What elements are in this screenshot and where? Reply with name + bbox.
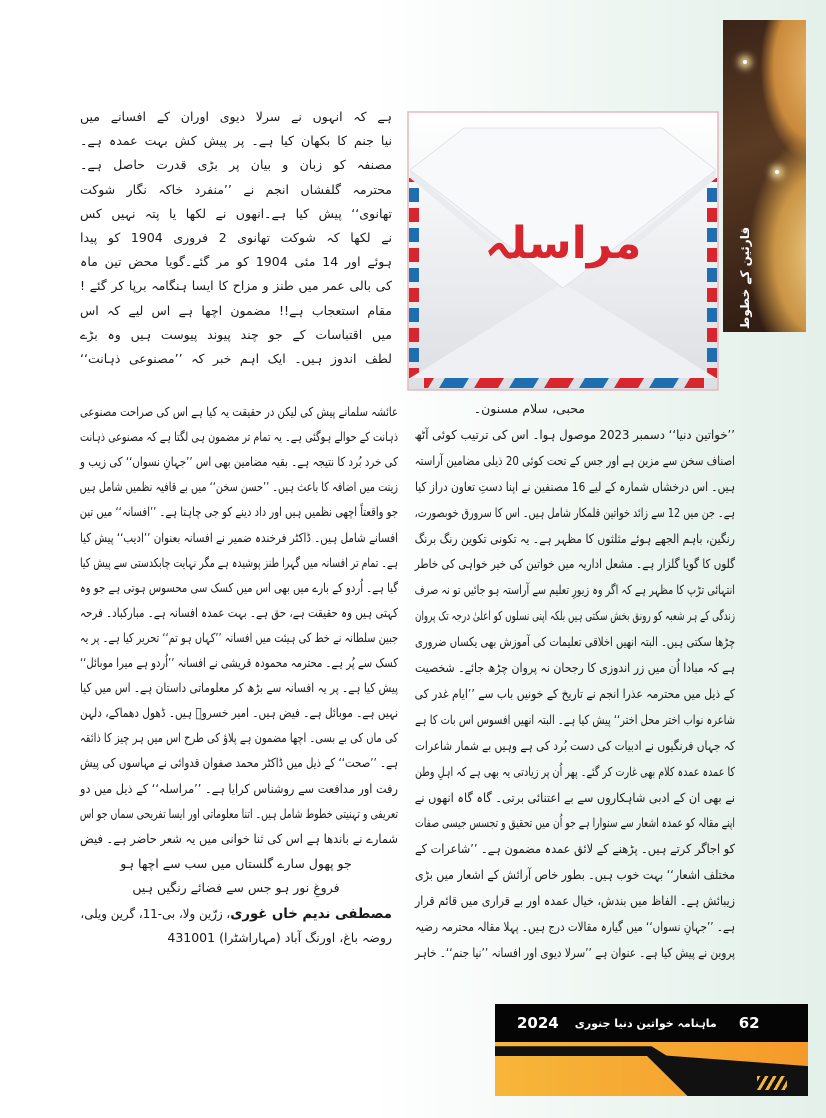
text-line: نے بھی ان کے ادبی شاہکاروں سے بے اعتنائی برتی۔ گاہ گاہ انھوں نے bbox=[414, 789, 735, 805]
right-text-column bbox=[415, 398, 735, 1008]
text-line: کا عمدہ عمدہ کلام بھی غارت کر گئے۔ پھر اُن پر زیادتی یہ بھی ہے کہ اہلِ وطن bbox=[415, 763, 735, 779]
text-line: اصناف سخن سے مزین ہے اور جس کے تحت کوئی 20 ذیلی مضامین آراستہ bbox=[414, 452, 735, 468]
signature-address: روضہ باغ، اورنگ آباد (مہاراشٹرا) 431001 bbox=[167, 929, 392, 945]
poem-line: جو پھول سارے گلستاں میں سب سے اچھا ہو bbox=[120, 855, 352, 871]
page-footer bbox=[495, 1004, 808, 1096]
airmail-stripes-right bbox=[707, 178, 717, 378]
text-line: زینت میں اضافہ کا باعث ہیں۔ ’’حسن سخن‘‘ میں بے قافیہ نظمیں شامل ہیں bbox=[79, 479, 399, 495]
text-line: جبین سلطانہ نے خط کی ہیئت میں افسانہ ’’کہاں ہو تم‘‘ تحریر کیا ہے۔ پر یہ bbox=[79, 629, 398, 645]
text-line: کی بالی عمر میں طنز و مزاح کا ایسا ہنگامہ برپا کر گئے ! bbox=[80, 278, 392, 294]
page-number: 62 bbox=[738, 1014, 760, 1032]
text-line: مقام استعجاب ہے!! مضمون اچھا ہے اس لیے کہ اس bbox=[80, 302, 392, 318]
text-line: گلوں کا گویا گلزار ہے۔ مشعل اداریہ میں خواتین کی خیر خواہی کی خاطر bbox=[414, 556, 735, 572]
text-line: پیش کیا ہے۔ پر یہ افسانہ سے بڑھ کر معلوماتی داستان ہے۔ اس میں کیا bbox=[80, 680, 398, 696]
text-line: کہ جہاں فرنگیوں نے ادبیات کی دست بُرد کی ہے وہیں بے شمار شاعرات bbox=[415, 737, 735, 753]
text-line: ہے۔ تمام تر افسانہ میں گہرا طنز پوشیدہ ہے مگر نہایت چابکدستی سے پیش کیا bbox=[80, 554, 398, 570]
text-line: میں اقتباسات کے جو چند پیوند پیوست ہیں وہ بڑے bbox=[80, 326, 392, 342]
text-line: محترمہ گلفشاں انجم نے ’’منفرد خاکہ نگار شوکت bbox=[80, 181, 392, 197]
sparkle-icon bbox=[775, 170, 779, 174]
text-line: تعریفی و تہنیتی خطوط شامل ہیں۔ اتنا معلوماتی اور ایسا تفریحی سماں جو اس bbox=[79, 805, 399, 821]
text-line: زندگی کے ہر شعبہ کو رونق بخش سکتی ہیں بلکہ اپنی نسلوں کو اعلیٰ درجہ تک پروان bbox=[415, 608, 735, 624]
text-line: کہتی ہیں وہ حقیقت ہے، حق ہے۔ بہت عمدہ افسانہ ہے۔ مبارکباد۔ فرحہ bbox=[80, 604, 398, 620]
text-line: ہوئے اور 14 مئی 1904 کو مر گئے۔گویا محض تین ماہ bbox=[80, 254, 392, 270]
text-line: زیبائش ہے۔ الفاظ میں بندش، خیال عمدہ اور بے قراری میں قائم قرار bbox=[415, 893, 735, 909]
text-line: کو اجاگر کرتے ہیں۔ پڑھنے کے لائق عمدہ مضمون ہے۔ ’’شاعرات کے bbox=[415, 841, 735, 857]
text-line: کی ماں کی بے بسی۔ اچھا مضمون ہے پلاؤ کی طرح اس میں ہر چیز کا ذائقہ bbox=[80, 730, 398, 746]
text-line: کی خرد بُرد کا نتیجہ ہے۔ بقیہ مضامین بھی اس ’’جہانِ نسواں‘‘ کی زیب و bbox=[80, 454, 398, 470]
text-line: عائشہ سلمانے پیش کی لیکن در حقیقت یہ کیا ہے اس کی صراحت مصنوعی bbox=[80, 404, 398, 419]
section-tab-title: قارئین کے خطوط bbox=[738, 226, 752, 330]
footer-magazine-month: ماہنامہ خواتین دنیا جنوری bbox=[574, 1016, 717, 1030]
text-line: نے لکھا کہ شوکت تھانوی 2 فروری 1904 کو پیدا bbox=[80, 230, 393, 245]
text-line: نیا جنم کا بکھان کیا ہے۔ پر پیش کش بہت عمدہ ہے۔ bbox=[80, 133, 392, 149]
signature bbox=[80, 903, 392, 925]
airmail-stripes-bottom bbox=[424, 378, 704, 388]
text-line: ’’خواتین دنیا‘‘ دسمبر 2023 موصول ہوا۔ اس کی ترتیب کوئی آٹھ bbox=[414, 426, 735, 442]
text-line: مختلف اشعار‘‘ بہت خوب ہیں۔ بطور خاص آرائش کے اشعار میں بڑی bbox=[415, 867, 735, 883]
text-line: شمارے نے باندھا ہے اس کی ثنا خوانی میں یہ شعر حاضر ہے۔ فیض bbox=[80, 830, 398, 846]
text-line: ذہانت کے حوالے ہوگئی ہے۔ یہ تمام تر مضمون ہی لگتا ہے کہ مصنوعی ذہانت bbox=[80, 429, 398, 445]
text-line: پروین نے پیش کیا ہے۔ عنوان ہے ’’سرلا دیوی اور افسانہ ’’نیا جنم‘‘۔ خاہر bbox=[415, 944, 735, 960]
poem-line: فروغِ نور ہو جس سے فضائے رنگیں ہیں bbox=[132, 879, 340, 895]
text-line: ہیں۔ اس درخشاں شمارہ کے لیے 16 مصنفین نے اپنا دستِ تعاون دراز کیا bbox=[415, 478, 736, 494]
signature-address: ، زرّین ولا، بی-11، گرین ویلی، bbox=[80, 905, 231, 921]
text-line: رنگین، باہم الجھے ہوئے مثلثوں کا مظہر ہے۔ یہ تکونی تکوین رنگ برنگ bbox=[414, 530, 735, 546]
envelope-title: مراسلہ bbox=[484, 218, 642, 269]
text-line: کے ذیل میں محترمہ عذرا انجم نے تاریخ کے خونیں باب سے ’’ایام غدر کی bbox=[414, 685, 735, 701]
envelope-illustration bbox=[404, 108, 722, 394]
text-line: اپنے مقالہ کو عمدہ اشعار سے سنوارا ہے جو اُن میں تحقیق و تجسس جیسی صفات bbox=[415, 815, 735, 831]
text-line: رفت اور مدافعت سے روشناس کرایا ہے۔ ’’مراسلہ‘‘ کے ذیل میں دو bbox=[80, 780, 398, 796]
text-line: مصنفہ کو زبان و بیان پر بڑی قدرت حاصل ہے۔ bbox=[80, 157, 392, 173]
text-line: گیا ہے۔ اُردو کے بارے میں بھی اس میں کسک سی محسوس ہوتی ہے جو وہ bbox=[79, 579, 398, 595]
text-line: چڑھا سکتی ہیں۔ البتہ انھیں اخلاقی تعلیمات کی آموزش بھی یکساں ضروری bbox=[415, 634, 735, 650]
airmail-stripes-left bbox=[409, 178, 419, 378]
text-line: ہے۔ ’’جہانِ نسواں‘‘ میں گیارہ مقالات درج ہیں۔ پہلا مقالہ محترمہ رضیہ bbox=[415, 919, 735, 934]
text-line: نہیں ہے۔ موبائل ہے۔ فیض ہیں۔ امیر خسروؒ ہیں۔ ڈھول دھماکے، دلہن bbox=[80, 705, 398, 721]
left-text-column bbox=[79, 106, 399, 986]
text-line: ہے۔ ’’صحت‘‘ کے ذیل میں ڈاکٹر محمد صفوان قدوائی نے مہاسوں کی پیش bbox=[80, 755, 398, 771]
text-line: شاعرہ نواب اختر محل اختر‘‘ پیش کیا ہے۔ البتہ انھیں افسوس اس بات کا ہے bbox=[414, 711, 735, 727]
text-line: کسک سے پُر ہے۔ محترمہ محمودہ قریشی نے افسانہ ’’اُردو ہے میرا موبائل‘‘ bbox=[80, 655, 398, 670]
text-line: جو واقعتاً اچھی نظمیں ہیں اور داد دینے کو جی چاہتا ہے۔ ’’افسانہ‘‘ میں تین bbox=[79, 504, 398, 520]
text-line: ہے کہ مبادا اُن میں زر اندوزی کا رجحان نہ پروان چڑھ جائے۔ شخصیت bbox=[415, 660, 735, 675]
signature-name: مصطفی ندیم خاں غوری bbox=[230, 905, 392, 922]
text-line: ہے کہ انہوں نے سرلا دیوی اوران کے افسانے میں bbox=[80, 109, 392, 124]
section-tab bbox=[723, 20, 806, 332]
text-line: انتہائی تڑپ کا مظہر ہے کہ اگر وہ زیورِ تعلیم سے آراستہ ہو جائیں تو نہ صرف bbox=[414, 582, 735, 598]
text-line: افسانے شامل ہیں۔ ڈاکٹر فرخندہ ضمیر نے افسانہ بعنوان ’’ادیب‘‘ پیش کیا bbox=[80, 529, 398, 545]
text-line: لطف اندوز ہیں۔ ایک اہم خبر کہ ’’مصنوعی ذہانت‘‘ bbox=[80, 351, 392, 366]
salutation: محبی، سلام مسنون۔ bbox=[473, 401, 585, 416]
text-line: ہے۔ جن میں 12 سے زائد خواتین قلمکار شامل ہیں۔ اس کا سرورق خوبصورت، bbox=[414, 504, 735, 520]
sparkle-icon bbox=[743, 60, 747, 64]
footer-year: 2024 bbox=[517, 1014, 559, 1032]
text-line: تھانوی‘‘ پیش کیا ہے۔انھوں نے لکھا یا پتہ نہیں کس bbox=[80, 205, 392, 221]
